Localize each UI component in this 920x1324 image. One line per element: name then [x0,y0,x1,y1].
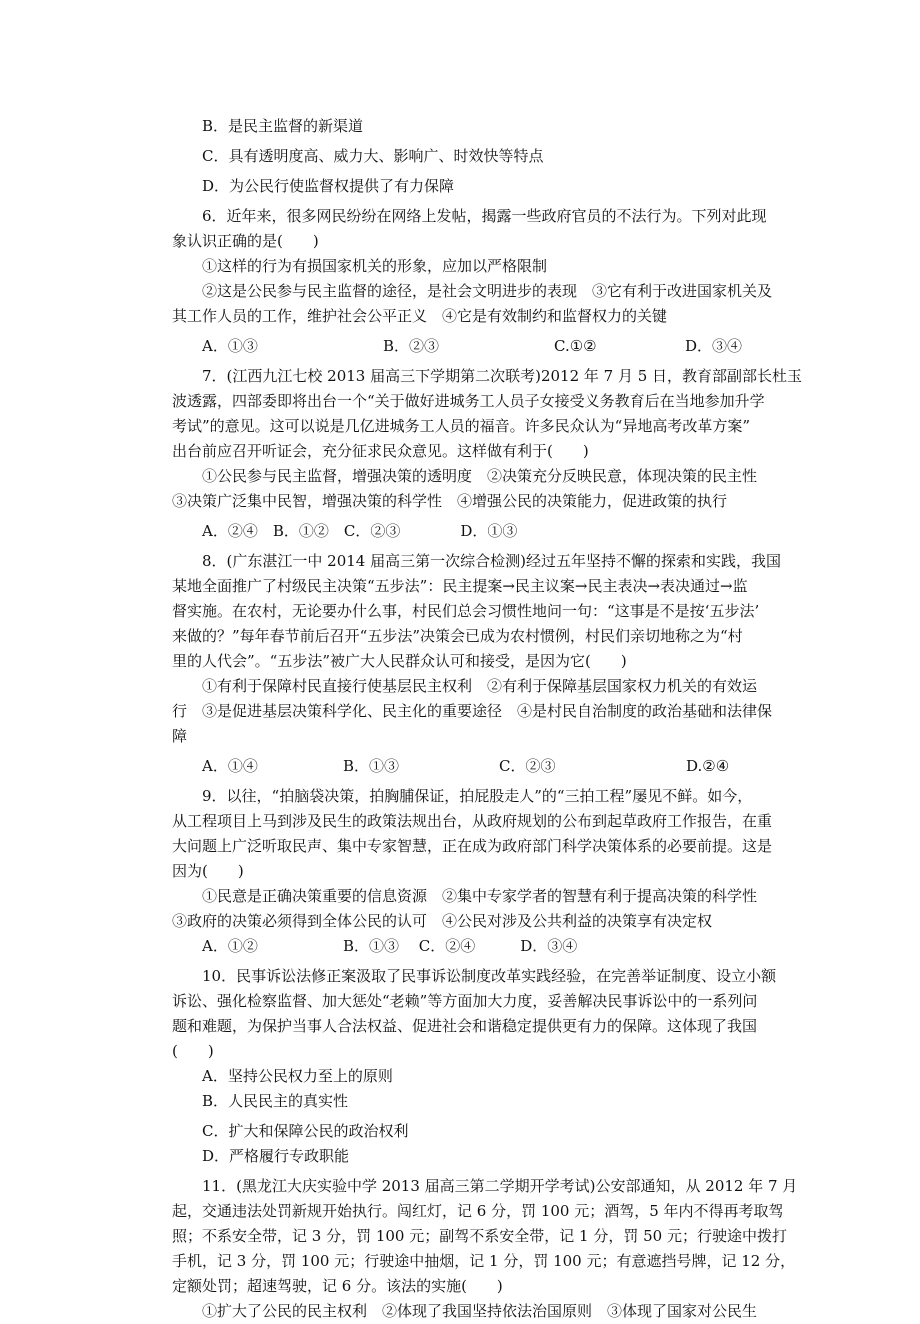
text-line: 照；不系安全带，记 3 分，罚 100 元；副驾不系安全带，记 1 分，罚 50 元；行驶途中拨打 [172,1227,787,1245]
question-6-stem: 6．近年来，很多网民纷纷在网络上发帖，揭露一些政府官员的不法行为。下列对此现 [202,207,767,225]
text-line: 诉讼、强化检察监督、加大惩处“老赖”等方面加大力度，妥善解决民事诉讼中的一系列问 [172,992,758,1010]
option-b: B．②③ [383,337,440,355]
text-line: 某地全面推广了村级民主决策“五步法”：民主提案→民主议案→民主表决→表决通过→监 [172,577,748,595]
text-line: ③决策广泛集中民智，增强决策的科学性 ④增强公民的决策能力，促进政策的执行 [172,492,728,510]
option-c: C．②③ [499,757,556,775]
option-bcd: B．①③ C．②④ D．③④ [343,937,578,955]
option-d: D．严格履行专政职能 [202,1147,350,1165]
option-a: A．①③ [202,337,258,355]
text-line: 定额处罚；超速驾驶，记 6 分。该法的实施( ) [172,1277,503,1295]
text-line: 行 ③是促进基层决策科学化、民主化的重要途径 ④是村民自治制度的政治基础和法律保 [172,702,773,720]
text-line: 因为( ) [172,862,244,880]
text-line: 考试”的意见。这可以说是几亿进城务工人员的福音。许多民众认为“异地高考改革方案” [172,417,751,435]
text-line: ①有利于保障村民直接行使基层民主权利 ②有利于保障基层国家权力机关的有效运 [202,677,758,695]
option-b: B．①③ [343,757,400,775]
option-c: C.①② [554,337,597,355]
question-6-options [172,334,784,359]
text-line: ( ) [172,1042,214,1060]
question-11-stem: 11．(黑龙江大庆实验中学 2013 届高三第二学期开学考试)公安部通知，从 2012 年 7 月 [202,1177,798,1195]
text-line: C．具有透明度高、威力大、影响广、时效快等特点 [202,147,544,165]
question-9-options [172,934,784,959]
text-line: 出台前应召开听证会，充分征求民众意见。这样做有利于( ) [172,442,589,460]
text-line: ①扩大了公民的民主权利 ②体现了我国坚持依法治国原则 ③体现了国家对公民生 [202,1302,758,1320]
text-line: 手机，记 3 分，罚 100 元；行驶途中抽烟，记 1 分，罚 100 元；有意遮挡号牌，记 12 分， [172,1252,796,1270]
text-line: 波透露，四部委即将出台一个“关于做好进城务工人员子女接受义务教育后在当地参加升学 [172,392,765,410]
text-line: ③政府的决策必须得到全体公民的认可 ④公民对涉及公共利益的决策享有决定权 [172,912,713,930]
option-d: D.②④ [686,757,730,775]
option-d: D．③④ [685,337,743,355]
option-c: C．扩大和保障公民的政治权利 [202,1122,409,1140]
question-8-stem: 8．(广东湛江一中 2014 届高三第一次综合检测)经过五年坚持不懈的探索和实践，我国 [202,552,781,570]
text-line: 象认识正确的是( ) [172,232,319,250]
question-8-options [172,754,784,779]
question-9-stem: 9．以往，“拍脑袋决策，拍胸脯保证，拍屁股走人”的“三拍工程”屡见不鲜。如今， [202,787,753,805]
text-line: D．为公民行使监督权提供了有力保障 [202,177,455,195]
option-a: A．坚持公民权力至上的原则 [202,1067,393,1085]
text-line: 起，交通违法处罚新规开始执行。闯红灯，记 6 分，罚 100 元；酒驾，5 年内不得再考取驾 [172,1202,784,1220]
text-line: 题和难题，为保护当事人合法权益、促进社会和谐稳定提供更有力的保障。这体现了我国 [172,1017,758,1035]
option-a: A．①④ [202,757,258,775]
question-7-stem: 7．(江西九江七校 2013 届高三下学期第二次联考)2012 年 7 月 5 日，教育部副部长杜玉 [202,367,803,385]
option-b: B．人民民主的真实性 [202,1092,349,1110]
text-line: 障 [172,727,188,745]
question-10-stem: 10．民事诉讼法修正案汲取了民事诉讼制度改革实践经验，在完善举证制度、设立小额 [202,967,777,985]
text-line: ①民意是正确决策重要的信息资源 ②集中专家学者的智慧有利于提高决策的科学性 [202,887,758,905]
text-line: ②这是公民参与民主监督的途径，是社会文明进步的表现 ③它有利于改进国家机关及 [202,282,773,300]
text-line: 大问题上广泛听取民声、集中专家智慧，正在成为政府部门科学决策体系的必要前提。这是 [172,837,773,855]
text-line: ①公民参与民主监督，增强决策的透明度 ②决策充分反映民意，体现决策的民主性 [202,467,758,485]
text-line: 来做的？”每年春节前后召开“五步法”决策会已成为农村惯例，村民们亲切地称之为“村 [172,627,743,645]
text-line: 从工程项目上马到涉及民生的政策法规出台，从政府规划的公布到起草政府工作报告，在重 [172,812,773,830]
question-7-options: A．②④ B．①② C．②③ D．①③ [202,522,518,540]
option-a: A．①② [202,937,258,955]
text-line: 里的人代会”。“五步法”被广大人民群众认可和接受，是因为它( ) [172,652,627,670]
text-line: 其工作人员的工作，维护社会公平正义 ④它是有效制约和监督权力的关键 [172,307,668,325]
document-page [172,114,803,1324]
text-line: B．是民主监督的新渠道 [202,117,364,135]
text-line: 督实施。在农村，无论要办什么事，村民们总会习惯性地问一句：“这事是不是按‘五步法’ [172,602,760,620]
text-line: ①这样的行为有损国家机关的形象，应加以严格限制 [202,257,548,275]
